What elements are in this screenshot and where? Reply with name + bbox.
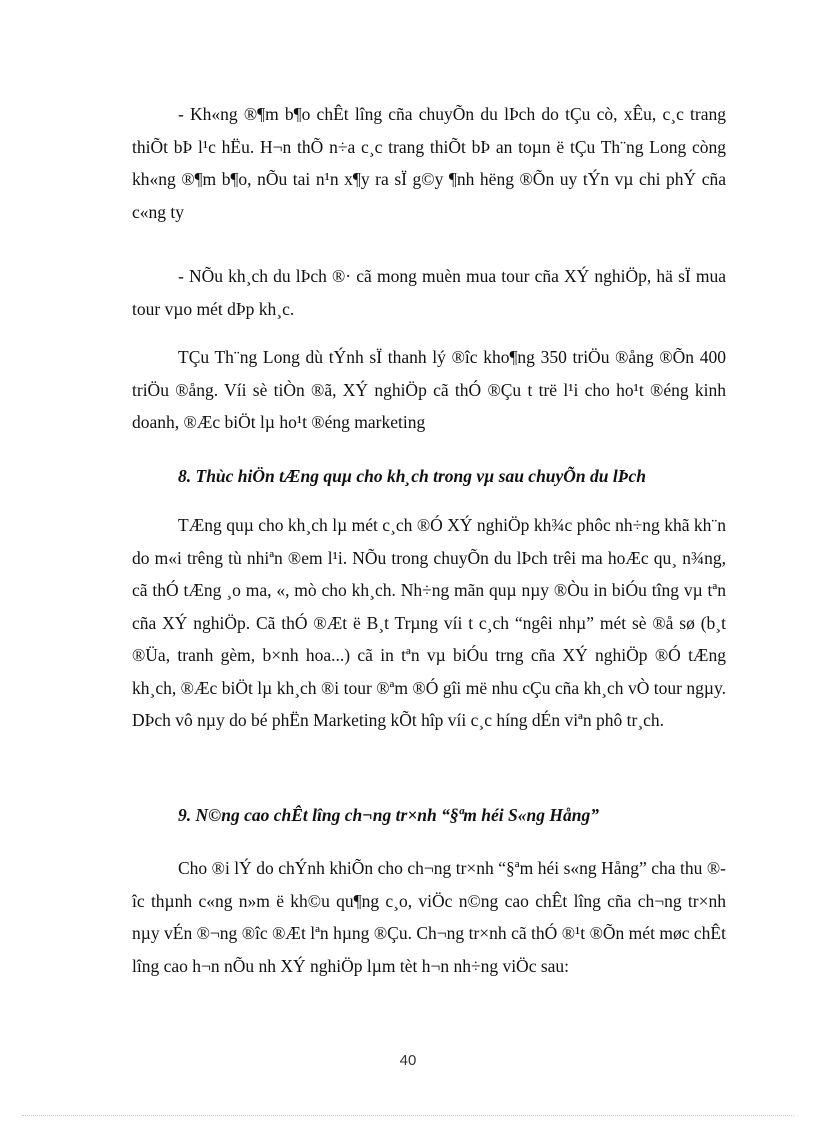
paragraph-customer-tour: - NÕu kh¸ch du lÞch ®· cã mong muèn mua tour cña XÝ nghiÖp, hä sÏ mua tour vµo mét dÞp kh¸c. <box>132 266 726 319</box>
paragraph-quality-issue: - Kh«ng ®¶m b¶o chÊt lîng cña chuyÕn du lÞch do tÇu cò, xÊu, c¸c trang thiÕt bÞ l¹c hËu. H¬n thÕ n÷a c¸c trang thiÕt bÞ an toµn ë tÇu Th¨ng Long còng kh«ng ®¶m b¶o, nÕu tai n¹n x¶y ra sÏ g©y ¶nh hëng ®Õn uy tÝn vµ chi phÝ cña c«ng ty <box>132 104 726 222</box>
paragraph-gifts: TÆng quµ cho kh¸ch lµ mét c¸ch ®Ó XÝ nghiÖp kh¾c phôc nh÷ng khã kh¨n do m«i trêng tù nhiªn ®em l¹i. NÕu trong chuyÕn du lÞch trêi ma hoÆc qu¸ n¾ng, cã thÓ tÆng ¸o ma, «, mò cho kh¸ch. Nh÷ng mãn quµ nµy ®Òu in biÓu tîng vµ tªn cña XÝ nghiÖp. Cã thÓ ®Æt ë B¸t Trµng víi t c¸ch “ngêi nhµ” mét sè ®å sø (b¸t ®Üa, tranh gèm, b×nh hoa...) cã in tªn vµ biÓu trng cña XÝ nghiÖp ®Ó tÆng kh¸ch, ®Æc biÖt lµ kh¸ch ®i tour ®ªm ®Ó gîi më nhu cÇu cña kh¸ch vÒ tour ngµy. DÞch vô nµy do bé phËn Marketing kÕt hîp víi c¸c híng dÉn viªn phô tr¸ch. <box>132 515 726 730</box>
section-heading-8: 8. Thùc hiÖn tÆng quµ cho kh¸ch trong vµ sau chuyÕn du lÞch <box>178 466 646 486</box>
footer-divider <box>22 1115 794 1116</box>
paragraph-program-quality: Cho ®i lÝ do chÝnh khiÕn cho ch¬ng tr×nh “§ªm héi s«ng Hång” cha thu ®îc thµnh c«ng n»m ë kh©u qu¶ng c¸o, viÖc n©ng cao chÊt lîng cña ch¬ng tr×nh nµy vÉn ®¬ng ®îc ®Æt lªn hµng ®Çu. Ch¬ng tr×nh cã thÓ ®¹t ®Õn mét møc chÊt lîng cao h¬n nÕu nh XÝ nghiÖp lµm tèt h¬n nh÷ng viÖc sau: <box>132 858 726 976</box>
paragraph-ship-sale: TÇu Th¨ng Long dù tÝnh sÏ thanh lý ®îc kho¶ng 350 triÖu ®ång ®Õn 400 triÖu ®ång. Víi sè tiÒn ®ã, XÝ nghiÖp cã thÓ ®Çu t trë l¹i cho ho¹t ®éng kinh doanh, ®Æc biÖt lµ ho¹t ®éng marketing <box>132 347 726 432</box>
section-heading-9: 9. N©ng cao chÊt lîng ch¬ng tr×nh “§ªm héi S«ng Hång” <box>178 805 599 825</box>
page-number: 40 <box>399 1052 417 1069</box>
